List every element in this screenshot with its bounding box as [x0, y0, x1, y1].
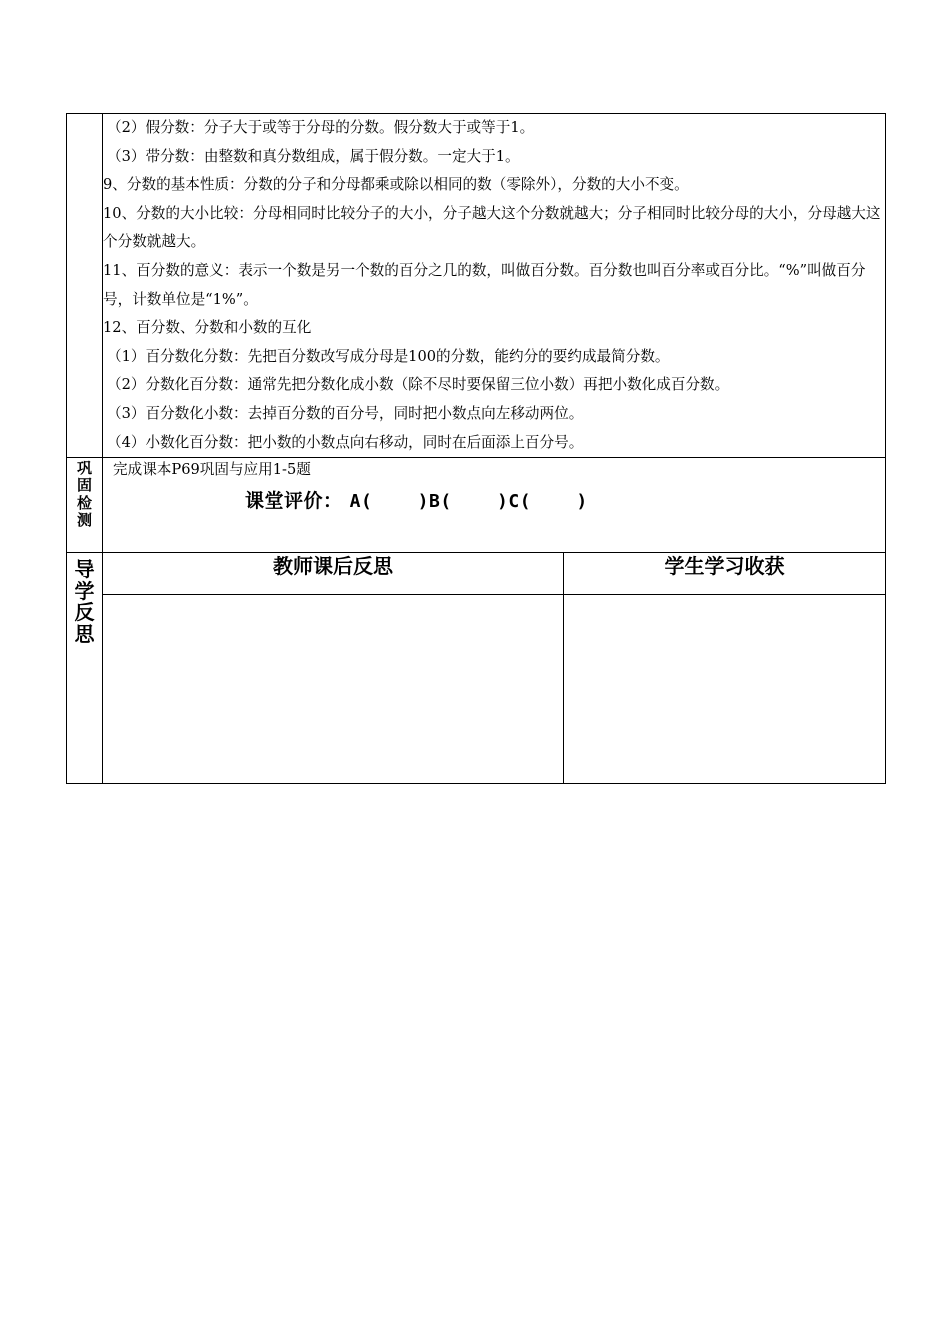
reflection-heading-row — [67, 553, 886, 595]
teacher-reflection-heading: 教师课后反思 — [273, 554, 393, 579]
evaluation-options: A( )B( )C( ) — [349, 491, 588, 513]
check-row — [67, 458, 886, 553]
lesson-table — [66, 113, 886, 784]
knowledge-line: （4）小数化百分数：把小数的小数点向右移动，同时在后面添上百分号。 — [107, 433, 584, 451]
knowledge-line: （1）百分数化分数：先把百分数改写成分母是100的分数，能约分的要约成最简分数。 — [107, 347, 670, 365]
reflection-label — [67, 553, 102, 645]
knowledge-line: 10、分数的大小比较：分母相同时比较分子的大小，分子越大这个分数就越大；分子相同时比较分母的大小，分母越大这个分数就越大。 — [103, 204, 881, 251]
reflection-label-cell — [67, 553, 103, 784]
knowledge-line: 12、百分数、分数和小数的互化 — [103, 319, 312, 337]
check-content — [103, 458, 886, 553]
knowledge-line: （2）假分数：分子大于或等于分母的分数。假分数大于或等于1。 — [107, 119, 535, 136]
student-gain-area[interactable] — [564, 595, 886, 784]
knowledge-line: （2）分数化百分数：通常先把分数化成小数（除不尽时要保留三位小数）再把小数化成百分数。 — [107, 376, 730, 394]
check-task: 完成课本P69巩固与应用1-5题 — [113, 461, 311, 479]
check-label-text: 巩固检测 — [76, 459, 92, 529]
knowledge-label-cell — [67, 114, 103, 458]
teacher-reflection-area[interactable] — [103, 595, 564, 784]
knowledge-line: （3）百分数化小数：去掉百分数的百分号，同时把小数点向左移动两位。 — [107, 404, 584, 422]
reflection-body-row — [67, 595, 886, 784]
knowledge-line: 9、分数的基本性质：分数的分子和分母都乘或除以相同的数（零除外），分数的大小不变。 — [103, 176, 689, 194]
knowledge-row — [67, 114, 886, 458]
teacher-reflection-heading-cell — [103, 553, 564, 595]
check-label-cell — [67, 458, 103, 553]
class-evaluation — [103, 486, 885, 513]
student-gain-heading-cell — [564, 553, 886, 595]
knowledge-line: 11、百分数的意义：表示一个数是另一个数的百分之几的数，叫做百分数。百分数也叫百分率或百分比。“%”叫做百分号，计数单位是“1%”。 — [103, 261, 866, 308]
check-label — [67, 458, 102, 529]
knowledge-content — [103, 114, 886, 458]
student-gain-heading: 学生学习收获 — [664, 554, 785, 579]
knowledge-line: （3）带分数：由整数和真分数组成，属于假分数。一定大于1。 — [107, 147, 520, 165]
reflection-label-text: 导学反思 — [74, 557, 95, 646]
evaluation-label: 课堂评价： — [245, 490, 343, 513]
